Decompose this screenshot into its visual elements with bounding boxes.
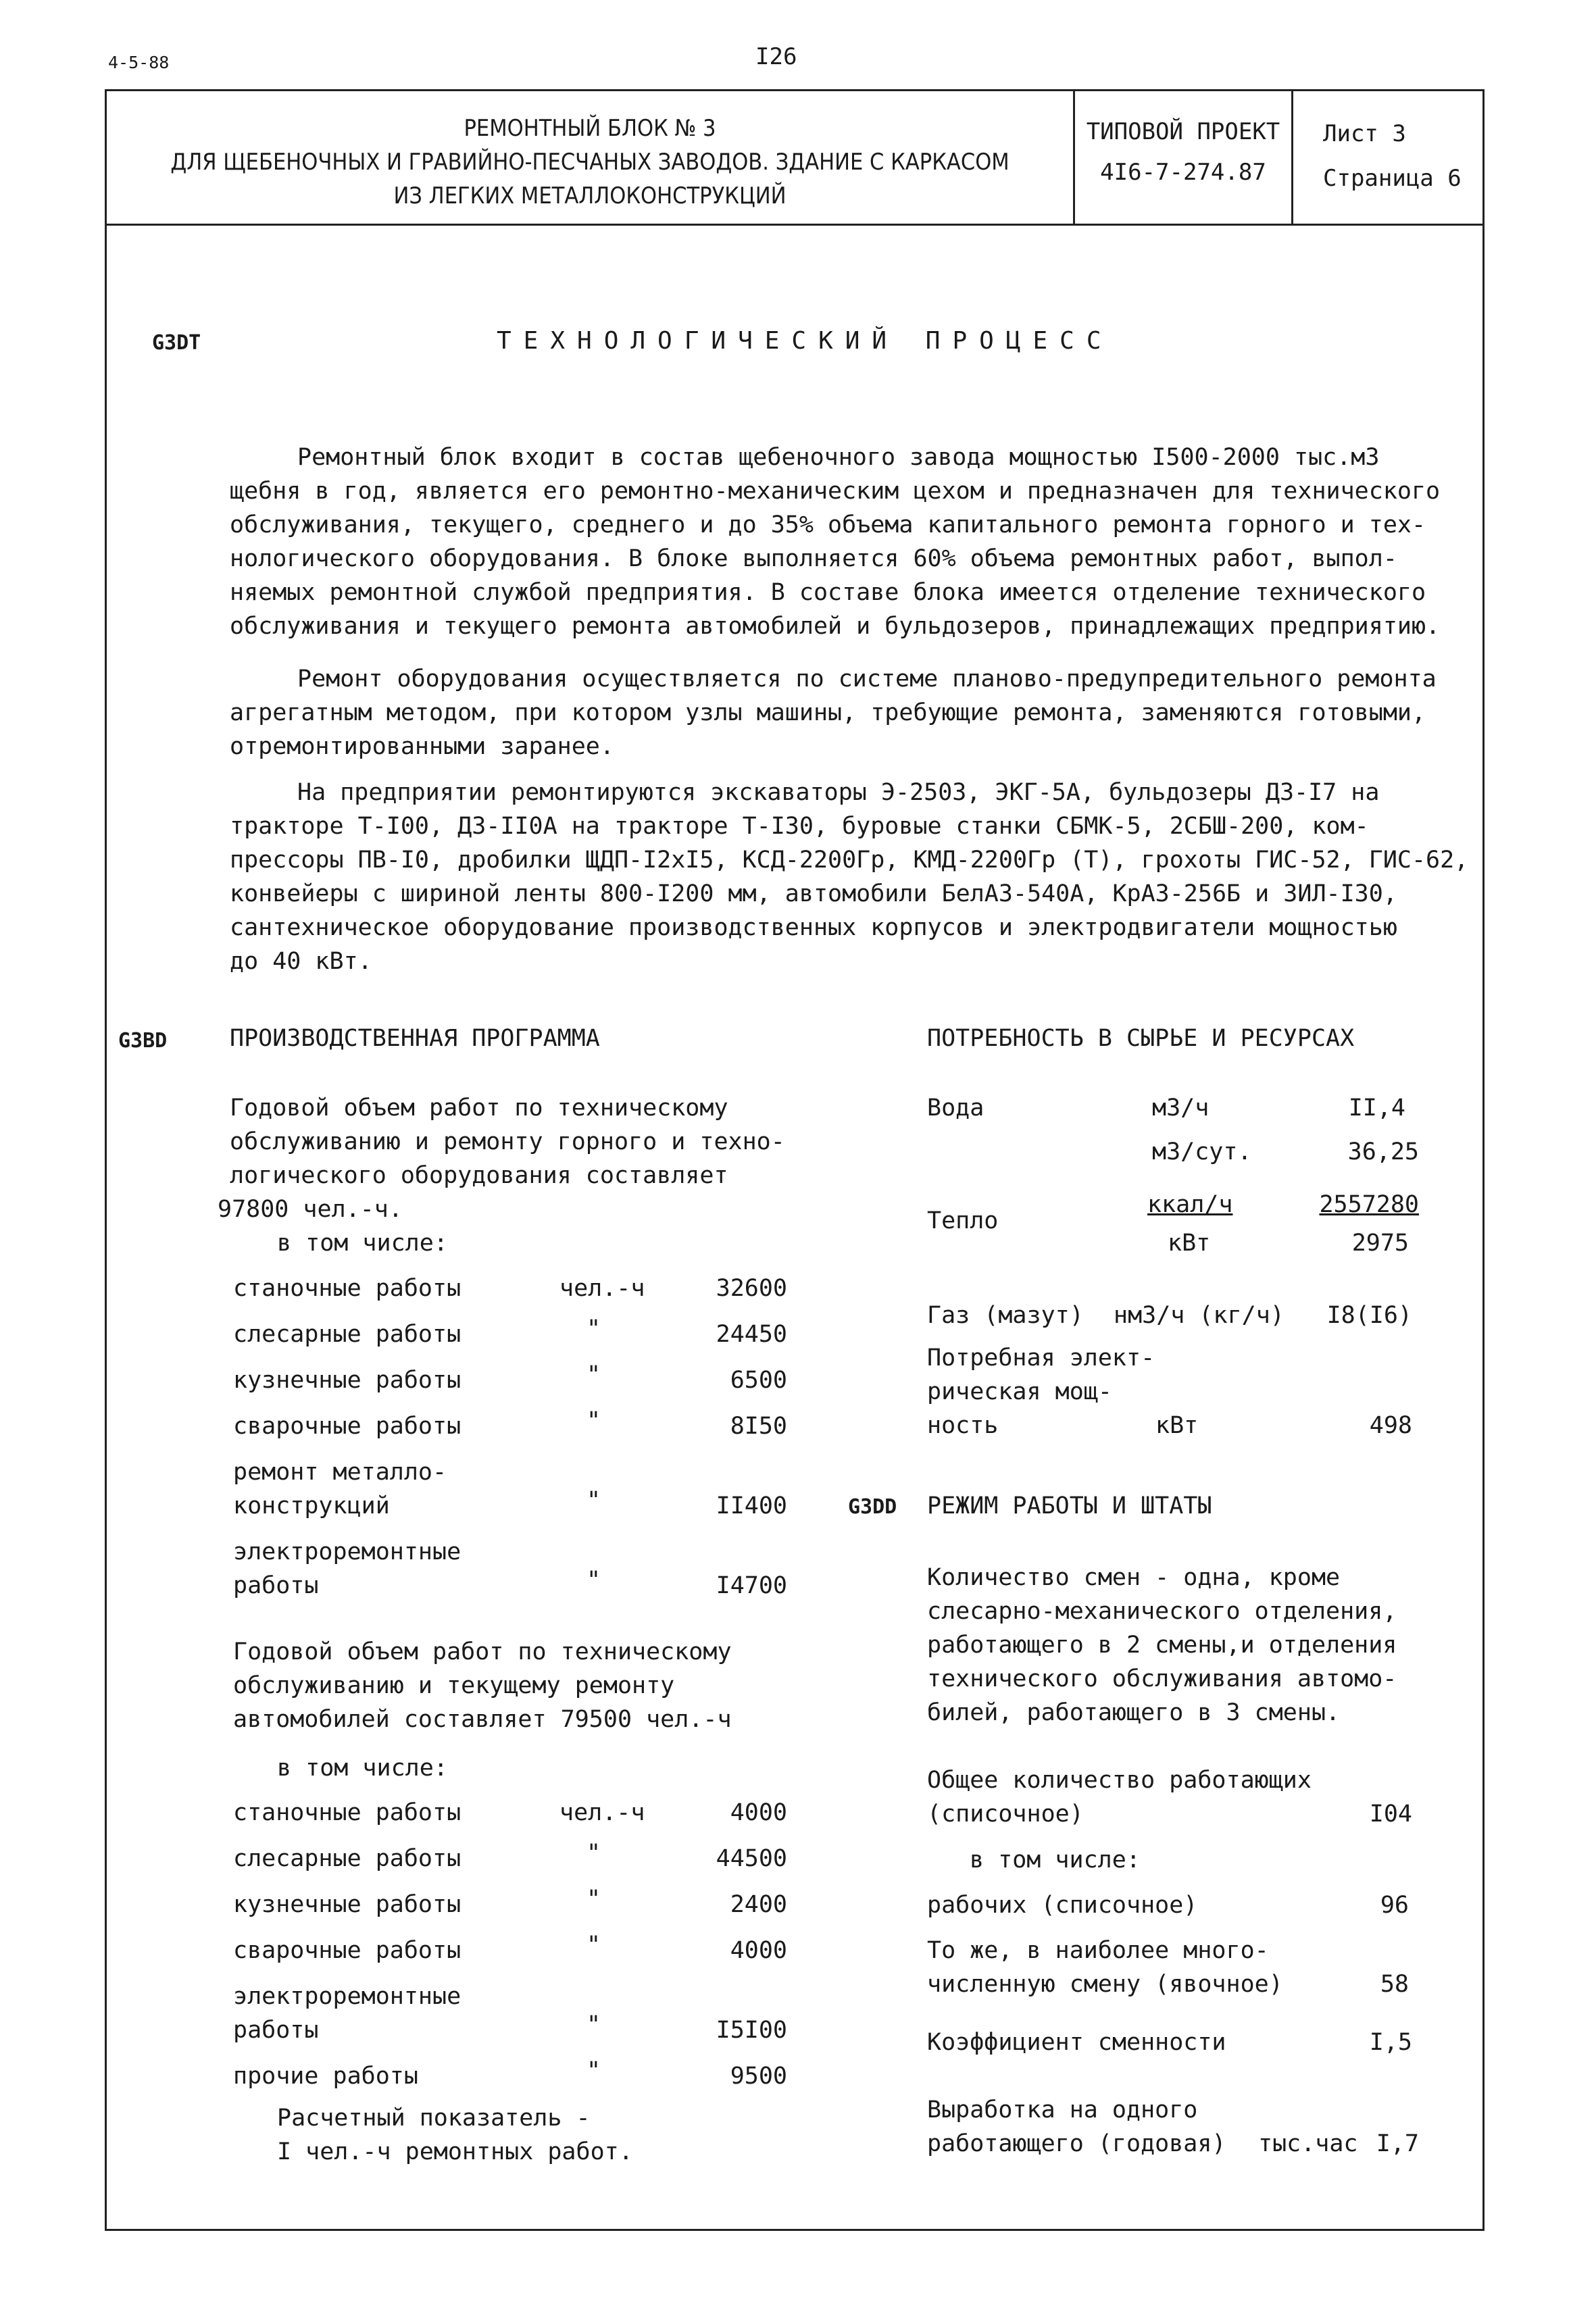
sheet-page: Страница 6: [1323, 165, 1462, 192]
program-intro-line: обслуживанию и ремонту горного и техно-: [230, 1128, 785, 1155]
water-label: Вода: [927, 1095, 984, 1122]
program-row-label-line: ремонт металло-: [233, 1459, 447, 1486]
program-row-label: [233, 1980, 461, 2047]
program-row-label: станочные работы: [233, 1275, 462, 1302]
program-calc: [277, 2101, 633, 2169]
output-label-line: Выработка на одного: [927, 2096, 1198, 2123]
title-block-name: [107, 111, 1073, 213]
workers-label: рабочих (списочное): [927, 1892, 1198, 1919]
gas-value: I8(I6): [1326, 1302, 1412, 1329]
max-shift-label-line: численную смену (явочное): [927, 1971, 1283, 1998]
total-staff-label: [927, 1763, 1312, 1831]
program-intro-line: Годовой объем работ по техническому: [233, 1638, 732, 1665]
power-label-line: рическая мощ-: [927, 1378, 1112, 1405]
program-intro-line: логического оборудования составляет: [230, 1162, 728, 1189]
program-intro-line: автомобилей составляет 79500 чел.-ч: [233, 1706, 732, 1733]
total-staff-value: I04: [1369, 1801, 1412, 1828]
heat-value-kcal: 2557280: [1319, 1191, 1419, 1218]
power-label: [927, 1341, 1155, 1442]
total-staff-label-line: (списочное): [927, 1801, 1084, 1828]
heat-value-kw: 2975: [1351, 1230, 1409, 1257]
intro-p1-line: Ремонтный блок входит в состав щебеночного завода мощностью I500-2000 тыс.м3: [297, 444, 1380, 471]
heat-label: Тепло: [927, 1207, 999, 1234]
intro-p3-line: конвейеры с шириной ленты 800-I200 мм, автомобили БелАЗ-540А, КрАЗ-256Б и ЗИЛ-I30,: [230, 880, 1397, 907]
tech-process-heading: ТЕХНОЛОГИЧЕСКИЙ ПРОЦЕСС: [497, 327, 1114, 355]
program-row-label: слесарные работы: [233, 1845, 462, 1872]
title-block-divider-2: [1291, 91, 1293, 224]
program-row-label-line: электроремонтные: [233, 1983, 462, 2010]
program-row-value: 2400: [730, 1891, 787, 1918]
shift-coef-label: Коэффициент сменности: [927, 2029, 1226, 2056]
program-row-value: 9500: [730, 2063, 787, 2090]
power-value: 498: [1369, 1412, 1412, 1439]
program-intro-line: Годовой объем работ по техническому: [230, 1095, 728, 1122]
water-unit-day: м3/сут.: [1152, 1138, 1252, 1165]
program-row-label: станочные работы: [233, 1799, 462, 1826]
program-calc-line: Расчетный показатель -: [277, 2105, 591, 2132]
program-row-value: I5I00: [716, 2017, 787, 2044]
program-row-unit: ": [587, 1487, 601, 1514]
resources-heading: ПОТРЕБНОСТЬ В СЫРЬЕ И РЕСУРСАХ: [927, 1025, 1355, 1052]
regime-shifts: [927, 1561, 1397, 1730]
program-row-label-line: работы: [233, 2017, 319, 2044]
program-row-unit: ": [587, 1567, 601, 1594]
title-line-1: РЕМОНТНЫЙ БЛОК № 3: [464, 115, 716, 142]
intro-p1-line: обслуживания, текущего, среднего и до 35% объема капитального ремонта горного и тех-: [230, 511, 1426, 538]
intro-p3-line: прессоры ПВ-I0, дробилки ЩДП-I2хI5, КСД-2200Гр, КМД-2200Гр (Т), грохоты ГИС-52, ГИС-62,: [230, 847, 1469, 874]
regime-heading: РЕЖИМ РАБОТЫ И ШТАТЫ: [927, 1492, 1212, 1519]
project-label: ТИПОВОЙ ПРОЕКТ: [1086, 118, 1280, 145]
program-row-value: 6500: [730, 1367, 787, 1394]
regime-shifts-line: технического обслуживания автомо-: [927, 1665, 1397, 1692]
intro-p1-line: няемых ремонтной службой предприятия. В составе блока имеется отделение технического: [230, 579, 1426, 606]
program-row-unit: ": [587, 2057, 601, 2084]
document-date: 4-5-88: [108, 53, 170, 72]
intro-p1-line: нологического оборудования. В блоке выполняется 60% объема ремонтных работ, выпол-: [230, 545, 1397, 572]
program-heading: ПРОИЗВОДСТВЕННАЯ ПРОГРАММА: [230, 1025, 600, 1052]
title-block-sheet: [1323, 111, 1462, 201]
section-code-tech: G3DT: [152, 331, 201, 355]
program-row-unit: ": [587, 1840, 601, 1867]
program-row-value: 44500: [716, 1845, 787, 1872]
program-row-unit: ": [587, 1886, 601, 1913]
program-intro-2: [233, 1635, 732, 1736]
regime-shifts-line: работающего в 2 смены,и отделения: [927, 1632, 1397, 1659]
intro-p2-line: агрегатным методом, при котором узлы машины, требующие ремонта, заменяются готовыми,: [230, 699, 1426, 726]
power-label-line: Потребная элект-: [927, 1344, 1155, 1372]
output-value: I,7: [1376, 2130, 1419, 2157]
max-shift-value: 58: [1380, 1971, 1409, 1998]
output-label-line: работающего (годовая): [927, 2130, 1226, 2157]
program-row-label-line: работы: [233, 1572, 319, 1599]
workers-value: 96: [1380, 1892, 1409, 1919]
program-row-value: 32600: [716, 1275, 787, 1302]
regime-shifts-line: билей, работающего в 3 смены.: [927, 1699, 1341, 1726]
intro-p3-line: тракторе Т-I00, ДЗ-II0А на тракторе Т-I30, буровые станки СБМК-5, 2СБШ-200, ком-: [230, 813, 1369, 840]
program-row-value: 4000: [730, 1799, 787, 1826]
title-block-bottom-rule: [107, 224, 1482, 226]
intro-p1-line: щебня в год, является его ремонтно-механическим цехом и предназначен для технического: [230, 478, 1441, 505]
project-number: 4I6-7-274.87: [1100, 159, 1266, 186]
program-row-label: кузнечные работы: [233, 1891, 462, 1918]
heat-unit-kw: кВт: [1168, 1230, 1211, 1257]
program-incl-2: в том числе:: [277, 1755, 448, 1782]
max-shift-label: [927, 1934, 1283, 2001]
heat-unit-kcal: ккал/ч: [1147, 1191, 1233, 1218]
program-row-unit: ": [587, 1407, 601, 1434]
total-staff-label-line: Общее количество работающих: [927, 1767, 1312, 1794]
sheet-number: Лист 3: [1323, 120, 1406, 147]
intro-p3-line: до 40 кВт.: [230, 948, 372, 975]
gas-unit: нм3/ч (кг/ч): [1114, 1302, 1285, 1329]
intro-paragraph-1: [230, 441, 1446, 643]
title-block-project: [1075, 111, 1291, 193]
program-row-label: [233, 1455, 447, 1523]
intro-paragraph-3: [230, 776, 1469, 978]
title-line-3: ИЗ ЛЕГКИХ МЕТАЛЛОКОНСТРУКЦИЙ: [393, 182, 787, 209]
gas-label: Газ (мазут): [927, 1302, 1084, 1329]
program-row-label-line: конструкций: [233, 1492, 390, 1519]
intro-p2-line: отремонтированными заранее.: [230, 733, 614, 760]
intro-p3-line: сантехническое оборудование производственных корпусов и электродвигатели мощностью: [230, 914, 1397, 941]
program-row-label: кузнечные работы: [233, 1367, 462, 1394]
intro-p3-line: На предприятии ремонтируются экскаваторы Э-2503, ЭКГ-5А, бульдозеры ДЗ-I7 на: [297, 779, 1380, 806]
staff-incl: в том числе:: [970, 1846, 1141, 1873]
output-unit: тыс.час: [1258, 2130, 1358, 2157]
intro-p2-line: Ремонт оборудования осуществляется по системе планово-предупредительного ремонта: [297, 665, 1437, 693]
program-intro-line: обслуживанию и текущему ремонту: [233, 1672, 675, 1699]
regime-shifts-line: слесарно-механического отделения,: [927, 1598, 1397, 1625]
program-row-label-line: электроремонтные: [233, 1538, 462, 1565]
program-calc-line: I чел.-ч ремонтных работ.: [277, 2138, 633, 2165]
program-row-value: II400: [716, 1492, 787, 1519]
program-row-unit: чел.-ч: [559, 1275, 645, 1302]
program-incl-1: в том числе:: [277, 1230, 448, 1257]
program-row-unit: ": [587, 1932, 601, 1959]
water-value-day: 36,25: [1347, 1138, 1419, 1165]
program-row-unit: чел.-ч: [559, 1799, 645, 1826]
program-row-value: I4700: [716, 1572, 787, 1599]
water-unit-hour: м3/ч: [1152, 1095, 1210, 1122]
shift-coef-value: I,5: [1369, 2029, 1412, 2056]
program-row-label: прочие работы: [233, 2063, 418, 2090]
water-value-hour: II,4: [1348, 1095, 1405, 1122]
program-row-unit: ": [587, 1361, 601, 1388]
title-line-2: ДЛЯ ЩЕБЕНОЧНЫХ И ГРАВИЙНО-ПЕСЧАНЫХ ЗАВОДОВ. ЗДАНИЕ С КАРКАСОМ: [170, 149, 1009, 176]
intro-p1-line: обслуживания и текущего ремонта автомобилей и бульдозеров, принадлежащих предприятию.: [230, 613, 1441, 640]
program-row-unit: ": [587, 2011, 601, 2038]
program-row-value: 24450: [716, 1321, 787, 1348]
output-label: [927, 2093, 1226, 2161]
power-label-line: ность: [927, 1412, 999, 1439]
max-shift-label-line: То же, в наиболее много-: [927, 1937, 1269, 1964]
program-row-value: 8I50: [730, 1413, 787, 1440]
program-row-label: сварочные работы: [233, 1413, 462, 1440]
program-row-unit: ": [587, 1315, 601, 1342]
section-code-regime: G3DD: [848, 1495, 897, 1519]
program-total-1: 97800 чел.-ч.: [218, 1196, 403, 1223]
intro-paragraph-2: [230, 662, 1446, 763]
regime-shifts-line: Количество смен - одна, кроме: [927, 1564, 1341, 1591]
program-row-label: сварочные работы: [233, 1937, 462, 1964]
program-row-label: слесарные работы: [233, 1321, 462, 1348]
power-unit: кВт: [1155, 1412, 1199, 1439]
page-number: I26: [755, 43, 797, 70]
program-row-value: 4000: [730, 1937, 787, 1964]
section-code-program: G3BD: [118, 1029, 168, 1053]
program-row-label: [233, 1535, 461, 1603]
program-intro-1: [230, 1091, 785, 1192]
